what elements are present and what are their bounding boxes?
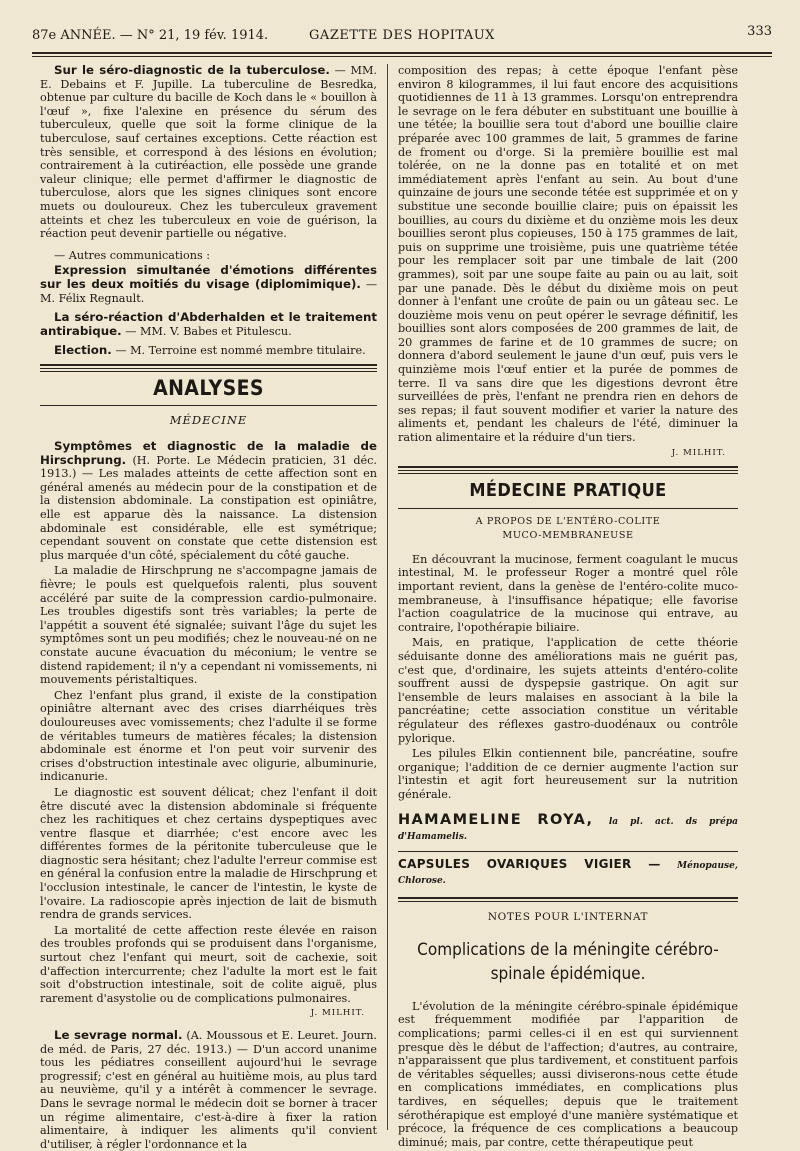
communication-abderhalden: La séro-réaction d'Abderhalden et le traitement antirabique. — MM. V. Babes et Pitulescu. — [40, 310, 377, 338]
communication-tuberculose: Sur le séro-diagnostic de la tuberculose. — MM. E. Debains et F. Jupille. La tuberculine de Besredka, obtenue par culture du bacille de Koch dans le « bouillon à l'œuf », fixe l'alexine en présence du sérum des tuberculeux, quelle que soit la forme clinique de la tuberculose, sauf certaines exceptions. Cette réaction est très sensible, et correspond à des lésions en évolution; contrairement à la cutiréaction, elle possède une grande valeur clinique; elle permet d'affirmer le diagnostic de tuberculose, alors que les signes cliniques sont encore muets ou douloureux. Chez les tuberculeux gravement atteints et chez les tuberculeux en voie de guérison, la réaction peut devenir partielle ou négative. — [40, 63, 377, 241]
entero-colite-subheading: A PROPOS DE L'ENTÉRO-COLITE MUCO-MEMBRANEUSE — [475, 515, 661, 541]
article-sevrage-continued: composition des repas; à cette époque l'enfant pèse environ 8 kilogrammes, il lui faut encore des acquisitions quotidiennes de 11 à 13 grammes. Lorsqu'on entreprendra le sevrage on le fera débuter en substituant une bouillie à une tétée; la bouillie sera tout d'abord une bouillie claire préparée avec 100 grammes de lait, 5 grammes de farine de froment ou d'orge. Si la première bouillie est mal tolérée, on ne la donne pas en totalité et on met immédiatement après l'enfant au sein. Au bout d'une quinzaine de jours une seconde tétée est supprimée et on y substitue une seconde bouillie claire; puis on épaissit les bouillies, au cours du dixième et du onzième mois les deux bouillies seront plus copieuses, 150 à 175 grammes de lait, puis on supprime une troisième, puis une quatrième tétée pour les remplacer soit par une timbale de lait (200 grammes), soit par une soupe faite au pain ou au lait, soit par une panade. Dès le début du dixième mois on peut donner à l'enfant une croûte de pain ou un gâteau sec. Le douzième mois venu on peut opérer le sevrage définitif, les bouillies sont alors composées de 200 grammes de lait, de 20 grammes de farine et de 10 grammes de sucre; on donnera d'abord seulement le jaune d'un œuf, puis vers le quinzième mois l'œuf entier et la purée de pommes de terre. Il va sans dire que les digestions devront être surveillées de près, l'enfant ne prendra rien en dehors de ses repas; il faut souvent modifier et varier la nature des aliments et, pendant les chaleurs de l'été, diminuer la ration alimentaire et la réduire d'un tiers. — [398, 64, 738, 445]
notes-title: Complications de la méningite cérébro-spinale épidémique. — [417, 939, 719, 984]
article-paragraph: La mortalité de cette affection reste élevée en raison des troubles profonds qui se produisent dans l'organisme, surtout chez l'enfant qui meurt, soit de cachexie, soit d'affection intercurrente; chez l'adulte la mort est le fait soit d'obstruction intestinale, soit de colite aiguë, plus rarement d'asystolie ou de complications pulmonaires. — [40, 923, 377, 1005]
article-paragraph: Mais, en pratique, l'application de cette théorie séduisante donne des améliorations mais ne guérit pas, c'est que, d'ordinaire, les sujets atteints d'entéro-colite souffrent aussi de dyspepsie gastrique. On agit sur l'ensemble de leurs malaises en associant à la bile la pancréatine; cette association constitue un véritable régulateur des réflexes gastro-duodénaux ou contrôle pylorique. — [398, 636, 738, 745]
author-signature: J. MILHIT. — [310, 1008, 365, 1019]
section-rules — [40, 364, 377, 372]
left-column — [40, 63, 377, 1151]
article-paragraph: La maladie de Hirschprung ne s'accompagne jamais de fièvre; le pouls est quelquefois ralenti, plus souvent accéléré par suite de la compression cardio-pulmonaire. Les troubles digestifs sont très variables; la perte de l'appétit a souvent été signalée; suivant l'âge du sujet les symptômes sont un peu modifiés; chez le nouveau-né on ne constate aucune évacuation du méconium; le ventre se distend rapidement; il n'y a cependant ni vomissements, ni mouvements péristaltiques. — [40, 564, 377, 687]
advertisement-capsules: CAPSULES OVARIQUES VIGIER — Ménopause, Chlorose. — [398, 856, 738, 887]
issue-info: 87e ANNÉE. — N° 21, 19 fév. 1914. — [32, 28, 269, 43]
notes-heading: NOTES POUR L'INTERNAT — [487, 910, 649, 923]
section-rules — [398, 897, 738, 902]
author-signature: J. MILHIT. — [671, 447, 726, 458]
medecine-pratique-heading: MÉDECINE PRATIQUE — [469, 480, 667, 502]
page-number: 333 — [747, 24, 772, 39]
article-sevrage: Le sevrage normal. (A. Moussous et E. Leuret. Journ. de méd. de Paris, 27 déc. 1913.) — D'un accord unanime tous les pédiatres conseillent aujourd'hui le sevrage progressif; c'est en général au huitième mois, au plus tard au neuvième, qu'il y a intérêt à commencer le sevrage. Dans le sevrage normal le médecin doit se borner à tracer un régime alimentaire, c'est-à-dire à fixer la ration alimentaire, à indiquer les aliments qu'il convient d'utiliser, à régler l'ordonnance et la — [40, 1028, 377, 1151]
section-rules — [398, 466, 738, 474]
section-rules — [398, 508, 738, 509]
communication-diplomimique: Expression simultanée d'émotions différentes sur les deux moitiés du visage (diplomimique). — M. Félix Regnault. — [40, 263, 377, 305]
article-paragraph: Le diagnostic est souvent délicat; chez l'enfant il doit être discuté avec la distension abdominale si fréquente chez les rachitiques et chez certains dyspeptiques avec ventre flasque et diarrhée; c'est encore avec les différentes formes de la péritonite tuberculeuse que le diagnostic sera hésitant; chez l'adulte l'erreur commise est en général la confusion entre la maladie de Hirschprung et l'occlusion intestinale, le cancer de l'intestin, le kyste de l'ovaire. La radioscopie après injection de lait de bismuth rendra de grands services. — [40, 785, 377, 922]
other-communications: — Autres communications : — [54, 248, 211, 262]
ad-rules — [398, 851, 738, 852]
analyses-heading: ANALYSES — [153, 375, 264, 400]
page-header — [32, 22, 772, 50]
article-hirschprung: Symptômes et diagnostic de la maladie de Hirschprung. (H. Porte. Le Médecin praticien, 31 déc. 1913.) — Les malades atteints de cette affection sont en général amenés au médecin pour de la constipation et de la distension abdominale. La constipation est opiniâtre, elle est apparue dès la naissance. La distension abdominale est considérable, elle est symétrique; cependant souvent on constate que cette distension est plus marquée d'un côté, spécialement du côté gauche. — [40, 439, 377, 562]
right-column — [398, 64, 738, 1149]
journal-title: GAZETTE DES HOPITAUX — [309, 28, 495, 43]
column-divider — [387, 64, 388, 1130]
article-paragraph: Les pilules Elkin contiennent bile, pancréatine, soufre organique; l'addition de ce dernier augmente l'action sur l'intestin et agit fort heureusement sur la nutrition générale. — [398, 747, 738, 801]
article-paragraph: En découvrant la mucinose, ferment coagulant le mucus intestinal, M. le professeur Roger a montré quel rôle important revient, dans la genèse de l'entéro-colite muco-membraneuse, à l'insuffisance hépatique; elle favorise l'action coagulatrice de la mucinose qui entrave, au contraire, l'opothérapie biliaire. — [398, 552, 738, 634]
header-rule-thin — [32, 56, 772, 57]
advertisement-hamameline: HAMAMELINE ROYA, la pl. act. ds prépa d'Hamamelis. — [398, 811, 738, 843]
communication-election: Election. — M. Terroine est nommé membre titulaire. — [54, 343, 366, 358]
article-paragraph: Chez l'enfant plus grand, il existe de la constipation opiniâtre alternant avec des crises diarrhéiques très douloureuses avec vomissements; chez l'adulte il se forme de véritables tumeurs de matières fécales; la distension abdominale est énorme et l'on peut voir survenir des crises d'obstruction intestinale avec oligurie, albuminurie, indicanurie. — [40, 688, 377, 784]
section-rules — [40, 405, 377, 406]
header-rule — [32, 52, 772, 54]
medecine-subheading: MÉDECINE — [169, 413, 248, 428]
article-paragraph: L'évolution de la méningite cérébro-spinale épidémique est fréquemment modifiée par l'apparition de complications; parmi celles-ci il en est qui surviennent presque dès le début de l'affection; d'autres, au contraire, n'apparaissent que plus tardivement, et constituent parfois de véritables séquelles; aussi diviserons-nous cette étude en complications immédiates, en complications plus tardives, en séquelles; depuis que le traitement sérothérapique est employé d'une manière systématique et précoce, la fréquence de ces complications a beaucoup diminué; mais, par contre, cette thérapeutique peut — [398, 999, 738, 1149]
